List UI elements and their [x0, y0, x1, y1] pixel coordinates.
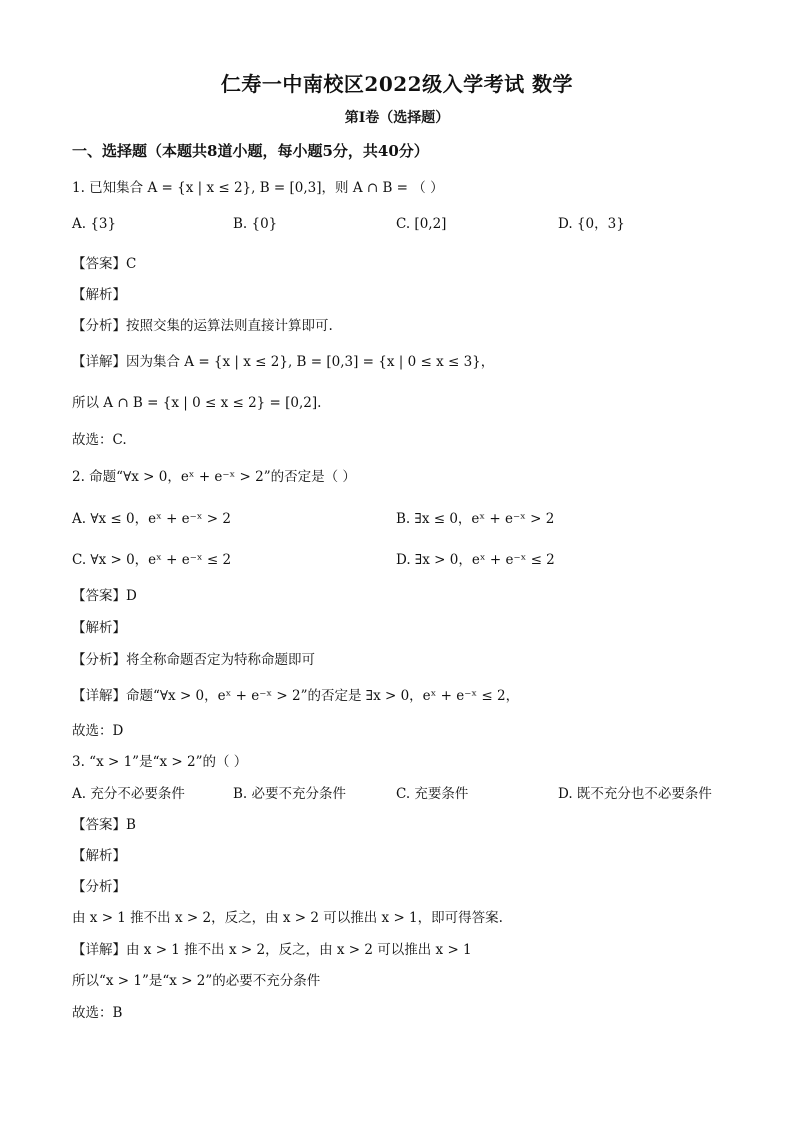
- q1-option-c: C. [0,2]: [396, 216, 447, 232]
- q3-option-c: C. 充要条件: [396, 786, 469, 802]
- q1-fenxi: 【分析】按照交集的运算法则直接计算即可.: [72, 318, 333, 334]
- q3-choose: 故选：B: [72, 1005, 123, 1021]
- q2-xiangjie: 【详解】命题“∀x > 0，eˣ + e⁻ˣ > 2”的否定是 ∃x > 0，eˣ + e⁻ˣ ≤ 2，: [72, 688, 520, 704]
- q3-answer: 【答案】B: [72, 817, 136, 833]
- q2-option-c: C. ∀x > 0，eˣ + e⁻ˣ ≤ 2: [72, 552, 232, 568]
- q2-choose: 故选：D: [72, 723, 124, 739]
- q2-option-b: B. ∃x ≤ 0，eˣ + e⁻ˣ > 2: [396, 511, 555, 527]
- volume-subtitle: 第Ⅰ卷（选择题）: [344, 110, 450, 126]
- q1-conclusion: 所以 A ∩ B = {x | 0 ≤ x ≤ 2} = [0,2].: [72, 395, 322, 411]
- q3-option-d: D. 既不充分也不必要条件: [558, 786, 712, 802]
- q1-option-a: A. {3}: [72, 216, 117, 232]
- q3-analysis-label: 【解析】: [72, 848, 126, 864]
- page-title: 仁寿一中南校区2022级入学考试 数学: [220, 72, 574, 96]
- q3-stem: 3. “x > 1”是“x > 2”的（ ）: [72, 754, 248, 770]
- section-heading: 一、选择题（本题共8道小题，每小题5分，共40分）: [72, 142, 429, 160]
- q2-option-d: D. ∃x > 0，eˣ + e⁻ˣ ≤ 2: [396, 552, 555, 568]
- q3-fenxi-body: 由 x > 1 推不出 x > 2，反之，由 x > 2 可以推出 x > 1，即可得答案.: [72, 910, 503, 926]
- q3-option-a: A. 充分不必要条件: [72, 786, 185, 802]
- q1-analysis-label: 【解析】: [72, 287, 126, 303]
- q1-option-b: B. {0}: [233, 216, 278, 232]
- q1-choose: 故选：C.: [72, 432, 127, 448]
- q2-stem: 2. 命题“∀x > 0，eˣ + e⁻ˣ > 2”的否定是（ ）: [72, 469, 356, 485]
- q1-xiangjie: 【详解】因为集合 A = {x | x ≤ 2}, B = [0,3] = {x | 0 ≤ x ≤ 3}，: [72, 354, 495, 370]
- q2-answer: 【答案】D: [72, 588, 137, 604]
- q3-xiangjie: 【详解】由 x > 1 推不出 x > 2，反之，由 x > 2 可以推出 x > 1: [72, 942, 472, 958]
- q1-option-d: D. {0，3}: [558, 216, 625, 232]
- q2-fenxi: 【分析】将全称命题否定为特称命题即可: [72, 652, 315, 668]
- q3-option-b: B. 必要不充分条件: [233, 786, 347, 802]
- q2-option-a: A. ∀x ≤ 0，eˣ + e⁻ˣ > 2: [72, 511, 232, 527]
- q2-analysis-label: 【解析】: [72, 620, 126, 636]
- q1-answer: 【答案】C: [72, 256, 137, 272]
- q1-stem: 1. 已知集合 A = {x | x ≤ 2}, B = [0,3]，则 A ∩ B = （ ）: [72, 180, 444, 196]
- q3-fenxi-label: 【分析】: [72, 879, 126, 895]
- q3-conclusion: 所以“x > 1”是“x > 2”的必要不充分条件: [72, 973, 321, 989]
